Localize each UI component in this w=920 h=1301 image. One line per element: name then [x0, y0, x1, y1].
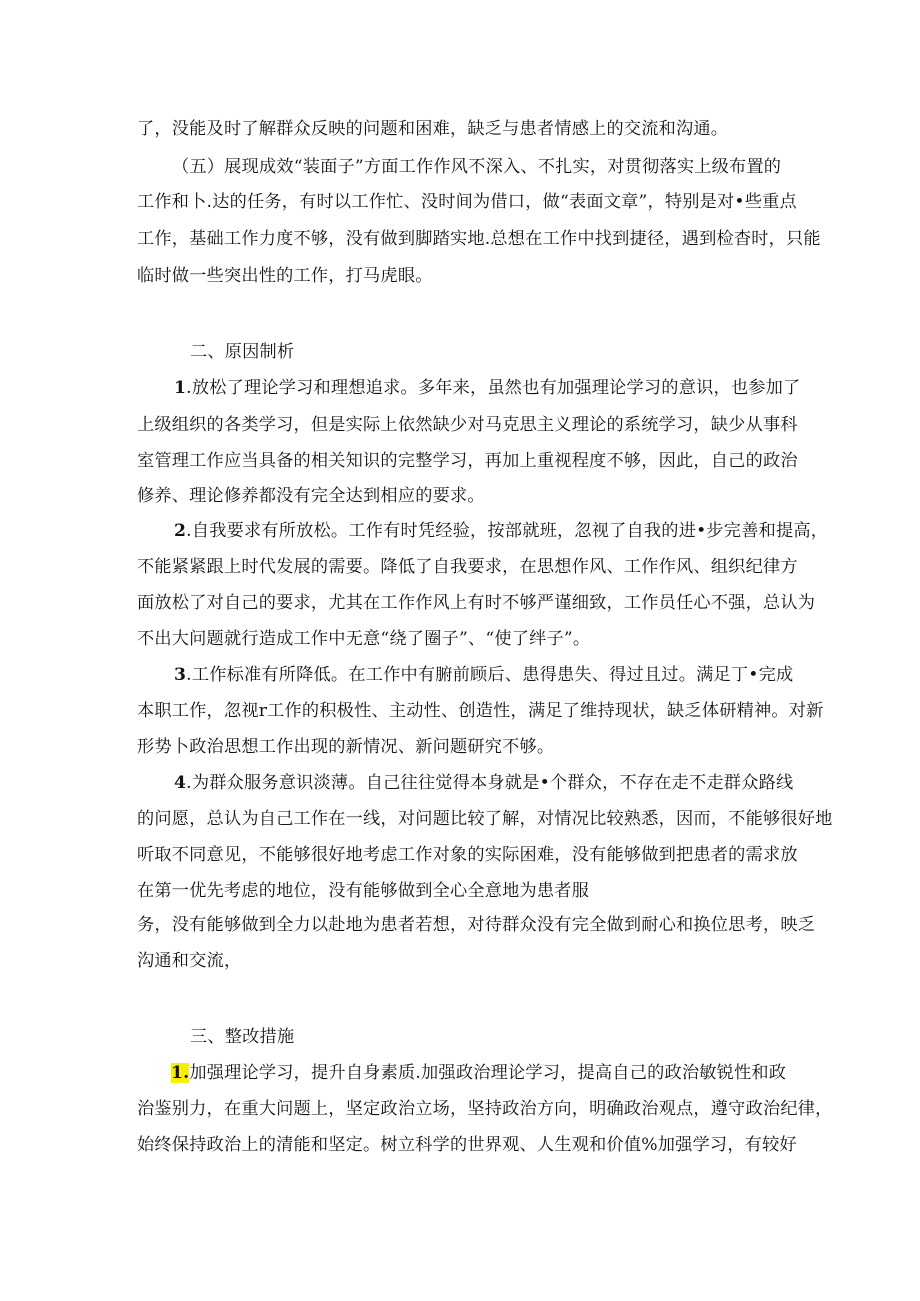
- paragraph-line: 室管理工作应当具备的相关知识的完整学习，再加上重视程度不够，因此，自己的政治: [137, 451, 798, 471]
- paragraph-line: 临时做一些突出性的工作，打马虎眼。: [137, 266, 433, 286]
- paragraph-line: 工作和卜.达的任务，有时以工作忙、没时间为借口，做“表面文章”，特别是对•些重点: [137, 192, 797, 212]
- cause-item-3: 3.工作标准有所降低。在工作中有腑前顾后、患得患失、得过且过。满足丁•完成: [174, 665, 794, 685]
- section-heading-rectification: 三、整改措施: [190, 1027, 295, 1047]
- paragraph-line: 的问愿，总认为自己工作在一线，对问题比较了解，对情况比较熟悉，因而，不能够很好地: [137, 809, 833, 829]
- paragraph-line: 工作，基础工作力度不够，没有做到脚踏实地.总想在工作中找到捷径，遇到检杳时，只能: [137, 229, 821, 249]
- paragraph-line: 在第一优先考虑的地位，没有能够做到全心全意地为患者服: [137, 881, 590, 901]
- paragraph-line: 沟通和交流，: [137, 951, 242, 971]
- paragraph-line: 上级组织的各类学习，但是实际上依然缺少对马克思主义理论的系统学习，缺少从事科: [137, 415, 798, 435]
- paragraph-line: 了，没能及时了解群众反映的问题和困难，缺乏与患者情感上的交流和沟通。: [137, 119, 729, 139]
- paragraph-line: 治鉴别力，在重大问题上，坚定政治立场，坚持政治方向，明确政治观点，遵守政治纪律，: [137, 1099, 833, 1119]
- cause-item-4: 4.为群众服务意识淡薄。自己往往觉得本身就是•个群众，不存在走不走群众路线: [174, 773, 794, 793]
- section-five-line: （五）展现成效“装面子”方面工作作风不深入、不扎实，对贯彻落实上级布置的: [172, 157, 782, 177]
- cause-item-2: 2.自我要求有所放松。工作有时凭经验，按部就班，忽视了自我的进•步完善和提高，: [174, 521, 829, 541]
- highlighted-number: 1.: [171, 1063, 190, 1083]
- paragraph-line: 听取不同意见，不能够很好地考虑工作对象的实际困难，没有能够做到把患者的需求放: [137, 845, 798, 865]
- paragraph-line: 始终保持政治上的清能和坚定。树立科学的世界观、人生观和价值%加强学习，有较好: [137, 1135, 797, 1155]
- paragraph-line: 本职工作，忽视r工作的积极性、主动性、创造性，满足了维持现状，缺乏体研精神。对新: [137, 701, 824, 721]
- measure-item-1: 1.加强理论学习，提升自身素质.加强政治理论学习，提高自己的政治敏锐性和政: [171, 1063, 787, 1083]
- paragraph-line: 形势卜政治思想工作出现的新情况、新问题研究不够。: [137, 737, 555, 757]
- paragraph-line: 修养、理论修养都没有完全达到相应的要求。: [137, 486, 485, 506]
- paragraph-line: 面放松了对自己的要求，尤其在工作作风上有时不够严谨细致，工作员任心不强，总认为: [137, 593, 816, 613]
- paragraph-line: 不能紧紧跟上时代发展的需要。降低了自我要求，在思想作风、工作作风、组织纪律方: [137, 557, 798, 577]
- paragraph-line: 务，没有能够做到全力以赴地为患者若想，对待群众没有完全做到耐心和换位思考，映乏: [137, 915, 816, 935]
- paragraph-line: 不出大问题就行造成工作中无意“绕了圈子”、“使了绊子”。: [137, 629, 591, 649]
- cause-item-1: 1.放松了理论学习和理想追求。多年来，虽然也有加强理论学习的意识，也参加了: [174, 378, 801, 398]
- section-heading-causes: 二、原因制析: [190, 342, 295, 362]
